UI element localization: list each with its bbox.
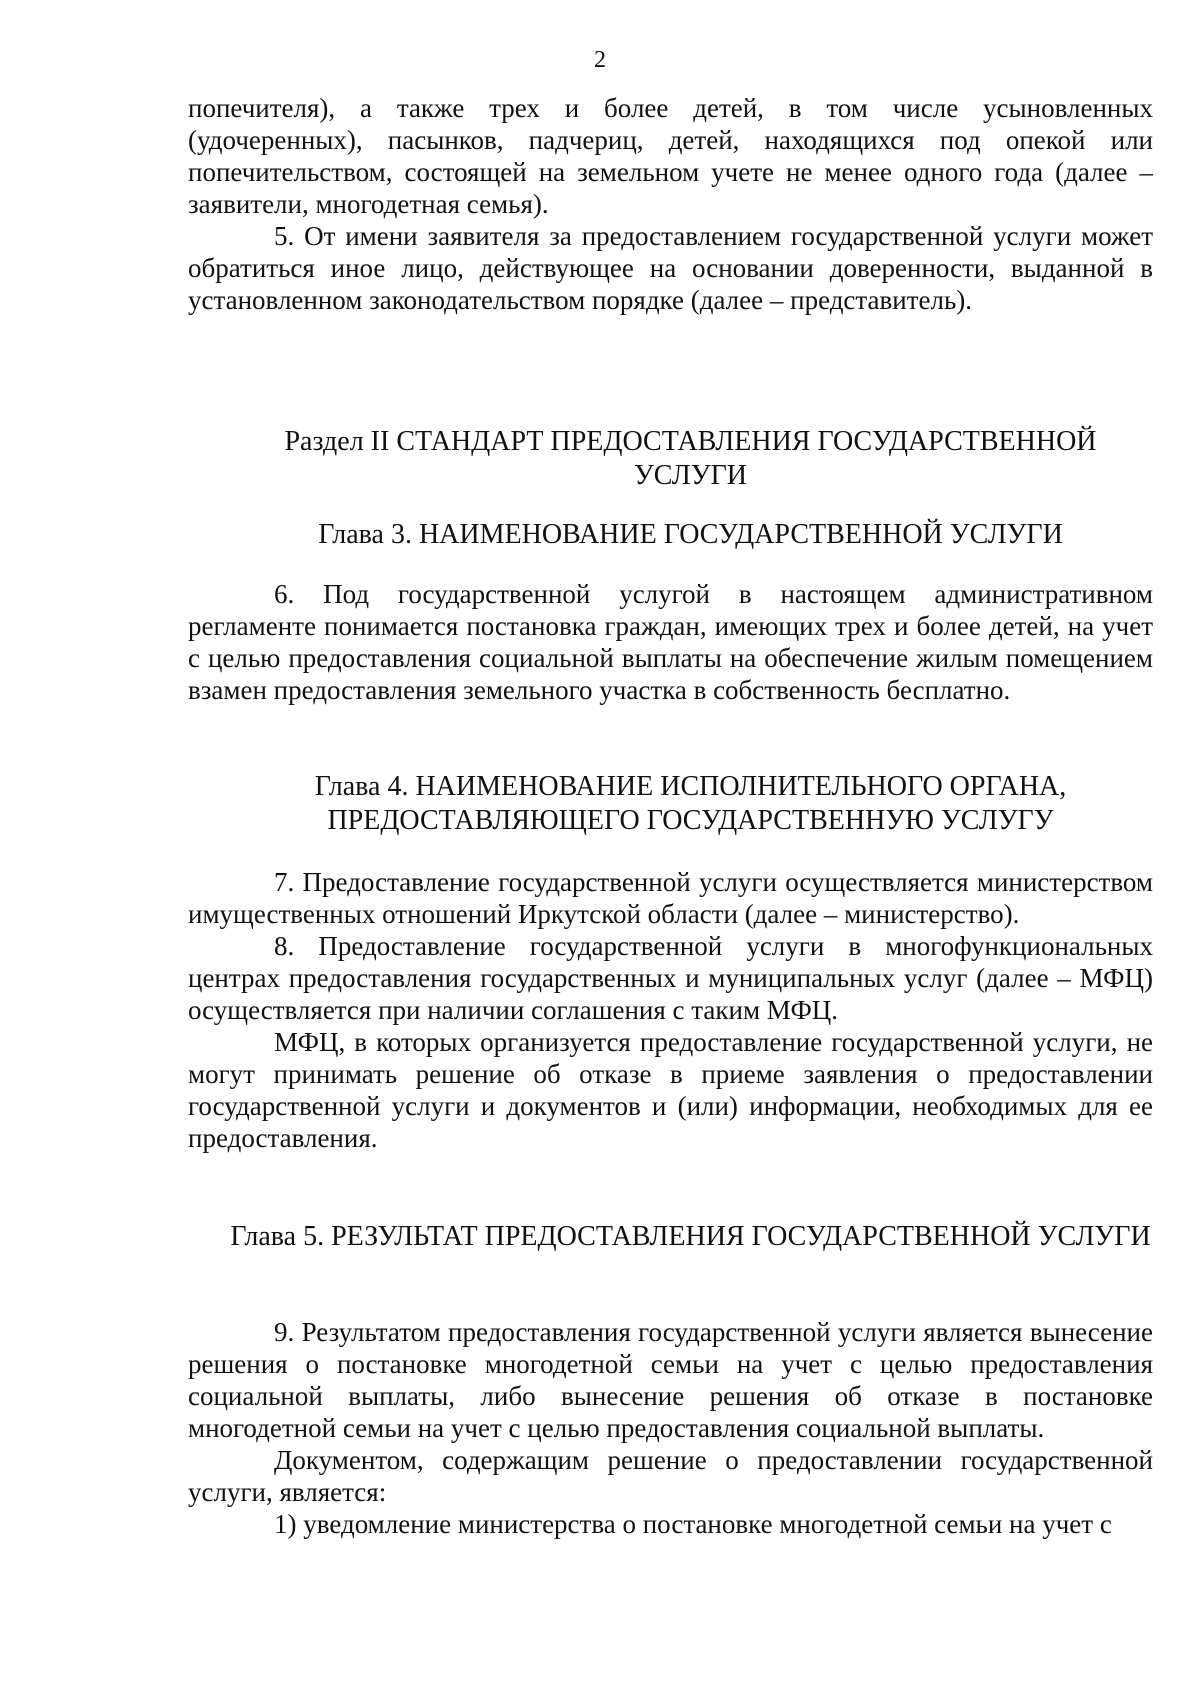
- chapter-5-heading: Глава 5. РЕЗУЛЬТАТ ПРЕДОСТАВЛЕНИЯ ГОСУДАРСТВЕННОЙ УСЛУГИ: [230, 1221, 1151, 1252]
- page-number: 2: [594, 47, 606, 73]
- chapter-4-heading: Глава 4. НАИМЕНОВАНИЕ ИСПОЛНИТЕЛЬНОГО ОРГАНА, ПРЕДОСТАВЛЯЮЩЕГО ГОСУДАРСТВЕННУЮ УСЛУГУ: [314, 771, 1067, 836]
- paragraph-9-document: Документом, содержащим решение о предоставлении государственной услуги, является:: [188, 1445, 1153, 1507]
- chapter-3-heading: Глава 3. НАИМЕНОВАНИЕ ГОСУДАРСТВЕННОЙ УСЛУГИ: [318, 519, 1063, 550]
- paragraph-7: 7. Предоставление государственной услуги осуществляется министерством имущественных отношений Иркутской области (далее – министерство).: [188, 867, 1153, 929]
- intro-block: [188, 92, 1153, 316]
- paragraph-9: 9. Результатом предоставления государственной услуги является вынесение решения о постановке многодетной семьи на учет с целью предоставления социальной выплаты, либо вынесение решения об отказе в постановке многодетной семьи на учет с целью предоставления социальной выплаты.: [188, 1317, 1153, 1443]
- chapter-4-body: [188, 866, 1153, 1154]
- paragraph-8: 8. Предоставление государственной услуги в многофункциональных центрах предоставления государственных и муниципальных услуг (далее – МФЦ) осуществляется при наличии соглашения с таким МФЦ.: [188, 931, 1153, 1025]
- paragraph-9-item-1: 1) уведомление министерства о постановке многодетной семьи на учет с: [274, 1509, 1112, 1539]
- section-2-heading: Раздел II СТАНДАРТ ПРЕДОСТАВЛЕНИЯ ГОСУДАРСТВЕННОЙ УСЛУГИ: [284, 426, 1097, 491]
- chapter-5-body: [188, 1316, 1153, 1540]
- paragraph-intro-continuation: попечителя), а также трех и более детей, в том числе усыновленных (удочеренных), пасынков, падчериц, детей, находящихся под опекой или попечительством, состоящей на земельном учете не менее одного года (далее – заявители, многодетная семья).: [188, 93, 1153, 219]
- chapter-3-body: [188, 578, 1153, 706]
- paragraph-5: 5. От имени заявителя за предоставлением государственной услуги может обратиться иное лицо, действующее на основании доверенности, выданной в установленном законодательством порядке (далее – представитель).: [188, 221, 1153, 315]
- paragraph-8-mfc: МФЦ, в которых организуется предоставление государственной услуги, не могут принимать решение об отказе в приеме заявления о предоставлении государственной услуги и документов и (или) информации, необходимых для ее предоставления.: [188, 1027, 1153, 1153]
- paragraph-6: 6. Под государственной услугой в настоящем административном регламенте понимается постановка граждан, имеющих трех и более детей, на учет с целью предоставления социальной выплаты на обеспечение жилым помещением взамен предоставления земельного участка в собственность бесплатно.: [188, 579, 1153, 705]
